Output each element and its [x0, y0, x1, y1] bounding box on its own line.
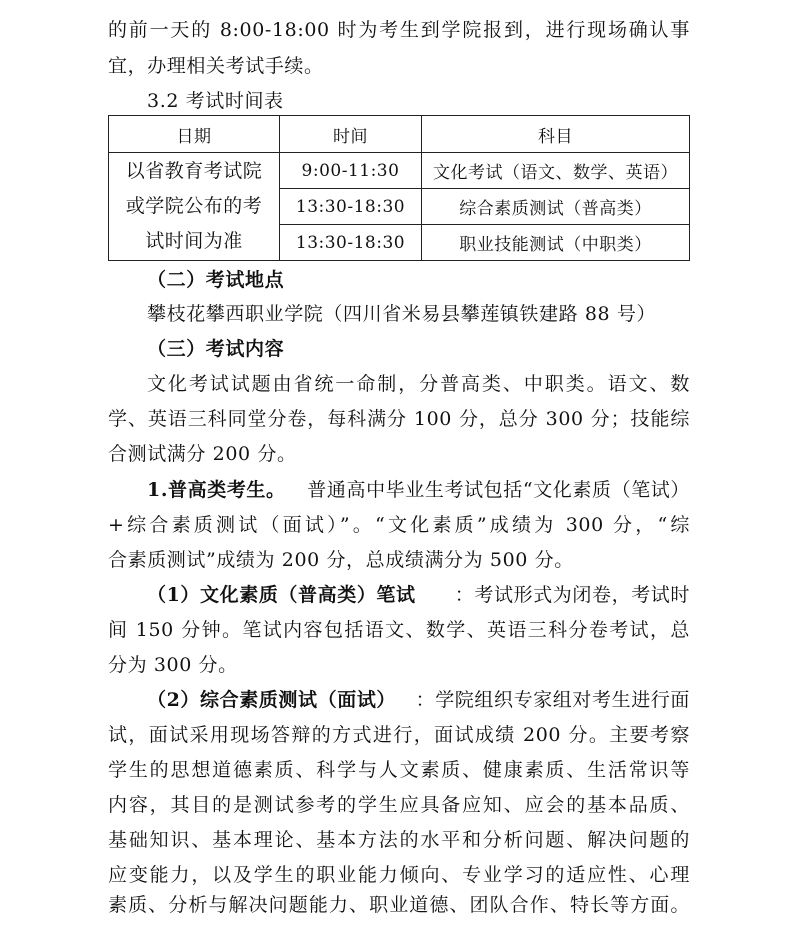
date-cell: [109, 153, 280, 261]
paragraph-line: [147, 472, 690, 508]
column-header-date: 日期: [109, 116, 280, 153]
paragraph-line: [147, 577, 690, 613]
paragraph-line: [147, 682, 690, 718]
paragraph-line: 学生的思想道德素质、科学与人文素质、健康素质、生活常识等: [108, 759, 690, 781]
paragraph-line: 基础知识、基本理论、基本方法的水平和分析问题、解决问题的: [108, 829, 690, 851]
subsection-label: （1）文化素质（普高类）笔试: [147, 584, 416, 606]
subsection-label: 1.普高类考生。: [147, 479, 286, 501]
paragraph-line: 试，面试采用现场答辩的方式进行，面试成绩 200 分。主要考察: [108, 724, 690, 746]
paragraph-text: ：学院组织专家组对考生进行面: [415, 689, 690, 711]
date-line: 或学院公布的考: [125, 195, 263, 217]
paragraph-text: 普通高中毕业生考试包括“文化素质（笔试）: [307, 479, 690, 501]
subject-cell: 综合素质测试（普高类）: [422, 189, 690, 225]
paragraph-line: +综合素质测试（面试）”。“文化素质”成绩为 300 分，“综: [108, 514, 690, 536]
column-header-subject: 科目: [422, 116, 690, 153]
table-header-row: [109, 116, 690, 153]
exam-address: 攀枝花攀西职业学院（四川省米易县攀莲镇铁建路 88 号）: [147, 303, 657, 325]
time-cell: 13:30-18:30: [280, 189, 422, 225]
subject-cell: 职业技能测试（中职类）: [422, 225, 690, 261]
paragraph-line: 合素质测试”成绩为 200 分，总成绩满分为 500 分。: [108, 549, 574, 571]
subsection-label: （2）综合素质测试（面试）: [147, 689, 397, 711]
paragraph-text: ：考试形式为闭卷，考试时: [454, 584, 690, 606]
paragraph-line: 应变能力，以及学生的职业能力倾向、专业学习的适应性、心理: [108, 864, 690, 886]
section-heading: （二）考试地点: [147, 269, 285, 291]
paragraph-line: 合测试满分 200 分。: [108, 443, 297, 465]
table-row: [109, 153, 690, 189]
table-caption: 3.2 考试时间表: [147, 90, 284, 112]
paragraph-line: 的前一天的 8:00-18:00 时为考生到学院报到，进行现场确认事: [108, 19, 690, 41]
paragraph-line: 素质、分析与解决问题能力、职业道德、团队合作、特长等方面。: [108, 894, 690, 916]
section-heading: （三）考试内容: [147, 338, 285, 360]
paragraph-line: 宜，办理相关考试手续。: [108, 55, 324, 77]
paragraph-line: 学、英语三科同堂分卷，每科满分 100 分，总分 300 分；技能综: [108, 408, 690, 430]
time-cell: 13:30-18:30: [280, 225, 422, 261]
exam-schedule-table: [108, 115, 690, 261]
paragraph-line: 间 150 分钟。笔试内容包括语文、数学、英语三科分卷考试，总: [108, 619, 690, 641]
date-line: 以省教育考试院: [125, 160, 263, 182]
date-line: 试时间为准: [145, 230, 243, 252]
subject-cell: 文化考试（语文、数学、英语）: [422, 153, 690, 189]
column-header-time: 时间: [280, 116, 422, 153]
paragraph-line: 分为 300 分。: [108, 654, 238, 676]
time-cell: 9:00-11:30: [280, 153, 422, 189]
paragraph-line: 文化考试试题由省统一命制，分普高类、中职类。语文、数: [147, 373, 690, 395]
paragraph-line: 内容，其目的是测试参考的学生应具备应知、应会的基本品质、: [108, 794, 690, 816]
